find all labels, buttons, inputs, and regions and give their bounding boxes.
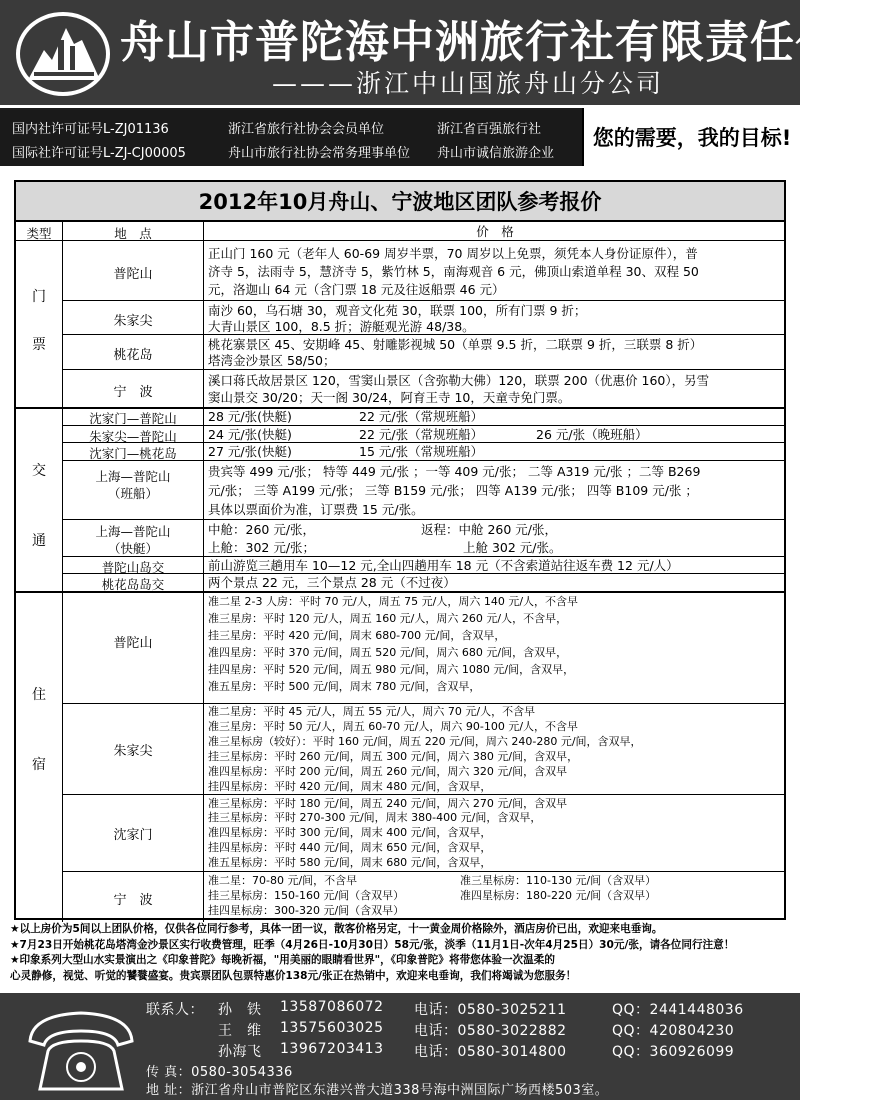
lodging-shenjiamen: 沈家门 xyxy=(113,828,153,843)
route-shenjiamen-taohua: 沈家门—桃花岛 xyxy=(89,446,177,461)
route-shenjiamen-putuo: 沈家门—普陀山 xyxy=(89,411,177,426)
lodging-zhujiajian: 朱家尖 xyxy=(113,744,153,759)
hotel-rate: 准三星标房（较好）：平时 160 元/间，周五 220 元/间，周六 240-280 元/间，含双早， xyxy=(208,735,642,748)
domestic-license: 国内社许可证号L-ZJ01136 xyxy=(12,122,169,137)
contact-tel: 电话：0580-3025211 xyxy=(414,1002,567,1018)
hotel-rate: 挂三星标房：平时 260 元/间，周五 300 元/间，周六 380 元/间，含双早， xyxy=(208,750,579,763)
integrity-award: 舟山市诚信旅游企业 xyxy=(437,146,555,161)
note-line: 心灵静修，视觉、听觉的饕餮盛宴。贵宾票团队包票特惠价138元/张正在热销中，欢迎来电垂询，我们将竭诚为您服务！ xyxy=(10,969,577,982)
hotel-rate: 准五星房：平时 500 元/间，周末 780 元/间，含双早， xyxy=(208,680,481,693)
telephone-icon xyxy=(22,1001,140,1093)
ticket-line: 南沙 60，乌石塘 30，观音文化苑 30，联票 100，所有门票 9 折； xyxy=(208,303,587,318)
place-putuo-island-bus: 普陀山岛交 xyxy=(101,560,165,575)
association-director: 舟山市旅行社协会常务理事单位 xyxy=(228,146,411,161)
hotel-rate: 准二星 2-3 人房：平时 70 元/人，周五 75 元/人，周六 140 元/人，不含早 xyxy=(208,595,579,608)
contact-tel: 电话：0580-3022882 xyxy=(414,1023,567,1039)
note-line: ★7月23日开始桃花岛塔湾金沙景区实行收费管理，旺季（4月26日-10月30日）58元/张，淡季（11月1日-次年4月25日）30元/张，请各位同行注意！ xyxy=(10,938,735,951)
fast-fare: 返程：中舱 260 元/张， xyxy=(421,522,558,537)
place-putuoshan: 普陀山 xyxy=(113,267,153,282)
ticket-line: 桃花寨景区 45、安期峰 45、射雕影视城 50（单票 9.5 折，二联票 9 折，三联票 8 折） xyxy=(208,337,703,352)
fare-fast: 27 元/张(快艇) xyxy=(208,444,292,459)
type-transport-1: 交 xyxy=(32,463,46,479)
lodging-putuoshan: 普陀山 xyxy=(113,636,153,651)
route-shanghai-ship: 上海—普陀山 xyxy=(95,469,171,484)
notes xyxy=(10,922,800,984)
contact-mobile: 13967203413 xyxy=(280,1041,384,1057)
route-shanghai-fast: 上海—普陀山 xyxy=(95,524,171,539)
table-title: 2012年10月舟山、宁波地区团队参考报价 xyxy=(198,190,602,214)
hotel-rate: 准四星标房：平时 200 元/间，周五 260 元/间，周六 320 元/间，含双早 xyxy=(208,765,568,778)
address: 地 址：浙江省舟山市普陀区东港兴普大道338号海中洲国际广场西楼503室。 xyxy=(146,1083,609,1098)
contact-tel: 电话：0580-3014800 xyxy=(414,1044,567,1060)
ticket-line: 元，洛迦山 64 元（含门票 18 元及往返船票 46 元） xyxy=(208,282,505,297)
hotel-rate: 准五星标房：平时 580 元/间，周末 680 元/间，含双早， xyxy=(208,856,492,869)
type-header: 类型 xyxy=(26,226,52,241)
fare-regular: 22 元/张（常规班船） xyxy=(359,409,484,424)
contact-name: 孙 铁 xyxy=(218,1002,262,1018)
type-lodging-1: 住 xyxy=(32,687,46,703)
lodging-ningbo: 宁 波 xyxy=(113,893,153,908)
ticket-line: 窦山景交 30/20；天一阁 30/24，阿育王寺 10，天童寺免门票。 xyxy=(208,390,571,405)
top100-award: 浙江省百强旅行社 xyxy=(437,122,542,137)
note-line: ★以上房价为5间以上团队价格，仅供各位同行参考，具体一团一议，散客价格另定，十一黄金周价格除外，酒店房价已出，欢迎来电垂询。 xyxy=(10,923,663,935)
island-bus-fare: 前山游览三趟用车 10—12 元,全山四趟用车 18 元（不含索道站往返车费 12 元/人） xyxy=(208,558,679,573)
ship-fare-line: 贵宾等 499 元/张； 特等 449 元/张 ；一等 409 元/张； 二等 A319 元/张 ；二等 B269 xyxy=(208,464,701,479)
contact-qq: QQ：2441448036 xyxy=(612,1002,744,1018)
fast-fare: 中舱：260 元/张， xyxy=(208,522,316,537)
fare-fast: 24 元/张(快艇) xyxy=(208,427,292,442)
price-header: 价 格 xyxy=(476,224,514,239)
place-zhujiajian: 朱家尖 xyxy=(113,314,153,329)
type-tickets-2: 票 xyxy=(32,337,46,353)
contact-mobile: 13587086072 xyxy=(280,999,384,1015)
ship-fare-line: 具体以票面价为准，订票费 15 元/张。 xyxy=(208,502,424,517)
company-name: 舟山市普陀海中洲旅行社有限责任公司 xyxy=(120,17,885,68)
place-taohua-island-bus: 桃花岛岛交 xyxy=(101,577,165,592)
contact-mobile: 13575603025 xyxy=(280,1020,384,1036)
hotel-rate: 准二星：70-80 元/间，不含早 xyxy=(208,874,358,887)
fare-night: 26 元/张（晚班船） xyxy=(536,427,648,442)
hotel-rate: 准四星标房：180-220 元/间（含双早） xyxy=(460,889,657,902)
hotel-rate: 准三星房：平时 120 元/人，周五 160 元/人，周六 260 元/人，不含早， xyxy=(208,612,568,625)
header xyxy=(0,0,885,105)
note-line: ★印象系列大型山水实景演出之《印象普陀》每晚祈福，"用美丽的眼睛看世界"，《印象普陀》将带您体验一次温柔的 xyxy=(10,954,555,966)
fare-regular: 15 元/张（常规班船） xyxy=(359,444,484,459)
hotel-rate: 准二星房：平时 45 元/人，周五 55 元/人，周六 70 元/人，不含早 xyxy=(208,705,536,718)
contact-footer xyxy=(0,993,800,1100)
place-taohuadao: 桃花岛 xyxy=(113,348,153,363)
company-subtitle: ———浙江中山国旅舟山分公司 xyxy=(272,69,665,98)
type-lodging-2: 宿 xyxy=(32,757,46,773)
international-license: 国际社许可证号L-ZJ-CJ00005 xyxy=(12,146,186,161)
island-bus-fare: 两个景点 22 元，三个景点 28 元（不过夜） xyxy=(208,575,456,590)
ticket-line: 正山门 160 元（老年人 60-69 周岁半票，70 周岁以上免票，须凭本人身份证原件），普 xyxy=(208,246,698,261)
hotel-rate: 挂三星标房：平时 270-300 元/间，周末 380-400 元/间，含双早， xyxy=(208,811,542,824)
fax: 传 真：0580-3054336 xyxy=(146,1065,293,1080)
hotel-rate: 挂四星标房：平时 420 元/间，周末 480 元/间，含双早， xyxy=(208,780,492,793)
contact-name: 孙海飞 xyxy=(218,1044,262,1060)
contact-qq: QQ：420804230 xyxy=(612,1023,735,1039)
ticket-line: 溪口蒋氏故居景区 120，雪窦山景区（含弥勒大佛）120，联票 200（优惠价 160），另雪 xyxy=(208,373,710,388)
route-zhujiajian-putuo: 朱家尖—普陀山 xyxy=(89,429,177,444)
table-title-bar xyxy=(14,180,786,220)
association-member: 浙江省旅行社协会会员单位 xyxy=(228,122,385,137)
ticket-line: 大青山景区 100，8.5 折；游艇观光游 48/38。 xyxy=(208,319,475,334)
contact-name: 王 维 xyxy=(218,1023,262,1039)
contact-qq: QQ：360926099 xyxy=(612,1044,735,1060)
hotel-rate: 准三星标房：110-130 元/间（含双早） xyxy=(460,874,657,887)
ship-fare-line: 元/张； 三等 A199 元/张； 三等 B159 元/张； 四等 A139 元/张； 四等 B109 元/张 ； xyxy=(208,483,698,498)
place-header: 地 点 xyxy=(114,226,152,241)
hotel-rate: 挂四星标房：平时 440 元/间，周末 650 元/间，含双早， xyxy=(208,841,492,854)
place-ningbo: 宁 波 xyxy=(113,385,153,400)
route-shanghai-ship-type: （班船） xyxy=(107,486,158,501)
hotel-rate: 挂三星房：平时 420 元/间，周末 680-700 元/间，含双早， xyxy=(208,629,506,642)
route-shanghai-fast-type: （快艇） xyxy=(107,541,158,556)
hotel-rate: 挂四星房：平时 520 元/间，周五 980 元/间，周六 1080 元/间，含双早， xyxy=(208,663,575,676)
hotel-rate: 准三星房：平时 50 元/人，周五 60-70 元/人，周六 90-100 元/人，不含早 xyxy=(208,720,579,733)
hotel-rate: 准四星标房：平时 300 元/间，周末 400 元/间，含双早， xyxy=(208,826,492,839)
price-table xyxy=(14,220,786,920)
slogan: 您的需要，我的目标! xyxy=(582,108,800,166)
fare-regular: 22 元/张（常规班船） xyxy=(359,427,484,442)
fast-fare: 上舱 302 元/张。 xyxy=(463,540,562,555)
ticket-line: 塔湾金沙景区 58/50； xyxy=(208,353,336,368)
hotel-rate: 准三星标房：平时 180 元/间，周五 240 元/间，周六 270 元/间，含双早 xyxy=(208,797,568,810)
contact-label: 联系人： xyxy=(146,1002,204,1018)
hotel-rate: 挂四星标房：300-320 元/间（含双早） xyxy=(208,904,405,917)
ticket-line: 济寺 5，法雨寺 5，慧济寺 5，紫竹林 5，南海观音 6 元，佛顶山索道单程 30、双程 50 xyxy=(208,264,699,279)
fare-fast: 28 元/张(快艇) xyxy=(208,409,292,424)
type-transport-2: 通 xyxy=(32,533,46,549)
company-logo-icon xyxy=(14,10,112,98)
type-tickets-1: 门 xyxy=(32,289,46,305)
hotel-rate: 挂三星标房：150-160 元/间（含双早） xyxy=(208,889,405,902)
hotel-rate: 准四星房：平时 370 元/间，周五 520 元/间，周六 680 元/间，含双早， xyxy=(208,646,568,659)
fast-fare: 上舱：302 元/张； xyxy=(208,540,316,555)
